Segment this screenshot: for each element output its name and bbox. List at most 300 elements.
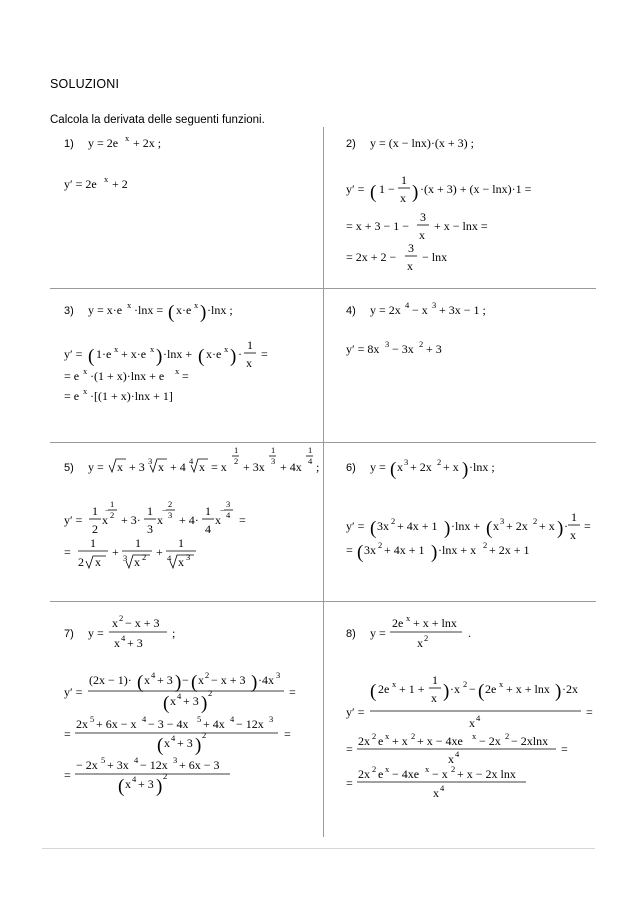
svg-text:·lnx =: ·lnx = bbox=[134, 303, 164, 317]
svg-text:y′ =: y′ = bbox=[346, 519, 365, 533]
svg-text:): ) bbox=[230, 346, 237, 367]
svg-text:5: 5 bbox=[101, 755, 106, 765]
svg-text:+ x − lnx =: + x − lnx = bbox=[434, 219, 488, 233]
svg-text:x: x bbox=[448, 752, 454, 766]
svg-text:+ 3·: + 3· bbox=[121, 513, 141, 527]
svg-text:): ) bbox=[462, 459, 469, 480]
exercise-number: 7) bbox=[64, 628, 74, 640]
svg-text:3: 3 bbox=[148, 456, 153, 466]
svg-text:x: x bbox=[178, 555, 184, 569]
svg-text:y = (x − lnx)·(x + 3) ;: y = (x − lnx)·(x + 3) ; bbox=[370, 136, 474, 150]
svg-text:2: 2 bbox=[208, 688, 213, 698]
svg-text:+ x − 2x lnx: + x − 2x lnx bbox=[457, 767, 516, 781]
svg-text:x: x bbox=[144, 673, 150, 687]
svg-text:4: 4 bbox=[177, 691, 182, 701]
svg-text:2: 2 bbox=[505, 731, 510, 741]
svg-text:x: x bbox=[117, 460, 123, 474]
instruction-text: Calcola la derivata delle seguenti funzioni. bbox=[50, 114, 265, 126]
svg-text:1: 1 bbox=[401, 173, 407, 187]
svg-text:3: 3 bbox=[226, 499, 231, 509]
svg-text:= e: = e bbox=[64, 389, 80, 403]
svg-text:x: x bbox=[175, 366, 180, 376]
svg-text:− 2x: − 2x bbox=[479, 734, 501, 748]
svg-text:1: 1 bbox=[178, 536, 184, 550]
svg-text:3: 3 bbox=[168, 510, 173, 520]
svg-text:x: x bbox=[194, 300, 199, 310]
svg-text:3: 3 bbox=[408, 241, 414, 255]
svg-text:+ 3: + 3 bbox=[157, 673, 173, 687]
exercise-number: 2) bbox=[346, 138, 356, 150]
svg-text:2: 2 bbox=[451, 764, 456, 774]
svg-text:2: 2 bbox=[372, 731, 377, 741]
svg-text:·lnx +: ·lnx + bbox=[163, 347, 193, 361]
svg-text:x: x bbox=[157, 513, 163, 527]
svg-text:·lnx +: ·lnx + bbox=[451, 519, 481, 533]
svg-text:x: x bbox=[400, 191, 406, 205]
svg-text:−: − bbox=[220, 505, 225, 515]
svg-text:4: 4 bbox=[121, 633, 126, 643]
svg-text:x: x bbox=[104, 174, 109, 184]
svg-text:+ x + lnx: + x + lnx bbox=[506, 682, 550, 696]
svg-text:x: x bbox=[425, 764, 430, 774]
svg-text:3: 3 bbox=[500, 516, 505, 526]
svg-text:− x + 3: − x + 3 bbox=[125, 616, 160, 630]
svg-text:(: ( bbox=[137, 672, 144, 693]
svg-text:x: x bbox=[83, 386, 88, 396]
exercise-7 bbox=[64, 605, 322, 800]
svg-text:x: x bbox=[127, 300, 132, 310]
svg-text:5: 5 bbox=[197, 714, 202, 724]
exercise-derivative bbox=[64, 386, 173, 403]
svg-text:− 2xlnx: − 2xlnx bbox=[511, 734, 549, 748]
svg-text:2: 2 bbox=[119, 613, 124, 623]
svg-text:=: = bbox=[346, 742, 353, 756]
exercise-6 bbox=[346, 444, 596, 564]
svg-text:+ 4x: + 4x bbox=[280, 460, 302, 474]
svg-text:4: 4 bbox=[230, 714, 235, 724]
svg-text:(: ( bbox=[370, 182, 377, 203]
svg-text:+ 1 +: + 1 + bbox=[399, 682, 425, 696]
exercise-number: 1) bbox=[64, 138, 74, 150]
exercise-derivative bbox=[346, 241, 447, 273]
exercise-1 bbox=[64, 130, 314, 200]
svg-text:3: 3 bbox=[276, 670, 281, 680]
svg-text:(: ( bbox=[118, 776, 125, 797]
svg-text:1 −: 1 − bbox=[379, 182, 395, 196]
svg-text:3: 3 bbox=[123, 553, 128, 563]
svg-text:=: = bbox=[586, 705, 593, 719]
svg-text:x: x bbox=[112, 616, 118, 630]
svg-text:2: 2 bbox=[378, 540, 383, 550]
svg-text:+ 6x − 3: + 6x − 3 bbox=[179, 758, 220, 772]
exercise-derivative bbox=[346, 510, 591, 542]
svg-text:4: 4 bbox=[226, 510, 231, 520]
svg-text:x: x bbox=[114, 344, 119, 354]
svg-text:x: x bbox=[406, 613, 411, 623]
svg-text:4: 4 bbox=[476, 713, 481, 723]
svg-text:2: 2 bbox=[234, 456, 239, 466]
svg-text:+ x + lnx: + x + lnx bbox=[413, 616, 457, 630]
svg-text:3: 3 bbox=[147, 522, 153, 536]
svg-text:x: x bbox=[215, 513, 221, 527]
svg-text:4: 4 bbox=[151, 670, 156, 680]
svg-text:·: · bbox=[238, 347, 242, 361]
svg-text:4: 4 bbox=[205, 522, 211, 536]
svg-text:3x: 3x bbox=[377, 519, 389, 533]
svg-text:2x: 2x bbox=[76, 717, 88, 731]
svg-text:= x + 3 − 1 −: = x + 3 − 1 − bbox=[346, 219, 410, 233]
exercise-derivative bbox=[346, 764, 526, 800]
svg-text:(: ( bbox=[168, 302, 175, 323]
svg-text:y′ =: y′ = bbox=[64, 347, 83, 361]
svg-text:x: x bbox=[493, 519, 499, 533]
svg-text:e: e bbox=[378, 767, 384, 781]
svg-text:x·e: x·e bbox=[176, 303, 192, 317]
svg-text:=: = bbox=[284, 727, 291, 741]
svg-text:2: 2 bbox=[110, 510, 115, 520]
svg-text:x: x bbox=[433, 786, 439, 800]
svg-text:): ) bbox=[444, 518, 451, 539]
svg-text:x: x bbox=[385, 764, 390, 774]
svg-text:1: 1 bbox=[92, 504, 98, 518]
svg-text:2: 2 bbox=[142, 552, 147, 562]
svg-text:(: ( bbox=[390, 459, 397, 480]
svg-text:− 12x: − 12x bbox=[140, 758, 168, 772]
svg-text:2: 2 bbox=[168, 499, 173, 509]
page-title: SOLUZIONI bbox=[50, 77, 120, 91]
svg-text:1·e: 1·e bbox=[96, 347, 112, 361]
svg-text:x: x bbox=[224, 344, 229, 354]
svg-text:+ 3: + 3 bbox=[129, 460, 145, 474]
svg-text:− 4xe: − 4xe bbox=[392, 767, 420, 781]
svg-text:+: + bbox=[156, 545, 163, 559]
svg-text:·2x: ·2x bbox=[562, 682, 578, 696]
svg-text:+ 2x: + 2x bbox=[506, 519, 528, 533]
svg-text:x: x bbox=[392, 679, 397, 689]
exercise-derivative bbox=[346, 731, 568, 766]
svg-text:= x: = x bbox=[211, 460, 227, 474]
exercise-number: 3) bbox=[64, 305, 74, 317]
svg-text:1: 1 bbox=[147, 504, 153, 518]
svg-text:5: 5 bbox=[90, 714, 95, 724]
svg-text:): ) bbox=[201, 693, 208, 714]
svg-text:y = 2x: y = 2x bbox=[370, 303, 401, 317]
svg-text:+ 2x ;: + 2x ; bbox=[133, 136, 162, 150]
svg-text:+ 2x + 1: + 2x + 1 bbox=[489, 543, 530, 557]
svg-text:y =: y = bbox=[370, 460, 386, 474]
svg-text:−: − bbox=[469, 682, 476, 696]
svg-text:= 2x + 2 −: = 2x + 2 − bbox=[346, 250, 397, 264]
svg-text:): ) bbox=[557, 518, 564, 539]
svg-text:x: x bbox=[472, 731, 477, 741]
svg-text:y =: y = bbox=[88, 460, 104, 474]
svg-text:;: ; bbox=[172, 626, 176, 640]
svg-text:(: ( bbox=[191, 672, 198, 693]
svg-text:2: 2 bbox=[372, 764, 377, 774]
svg-text:+ 3: + 3 bbox=[127, 636, 143, 650]
svg-text:2: 2 bbox=[205, 670, 210, 680]
svg-text:·[(1 + x)·lnx + 1]: ·[(1 + x)·lnx + 1] bbox=[90, 389, 173, 403]
svg-text:y =: y = bbox=[370, 626, 386, 640]
svg-text:): ) bbox=[175, 672, 182, 693]
svg-text:y′ =: y′ = bbox=[346, 182, 365, 196]
svg-text:2: 2 bbox=[78, 555, 84, 569]
svg-text:(: ( bbox=[370, 681, 377, 702]
svg-text:·(x + 3) + (x − lnx)·1 =: ·(x + 3) + (x − lnx)·1 = bbox=[420, 182, 532, 196]
svg-text:=: = bbox=[64, 768, 71, 782]
svg-text:x: x bbox=[419, 228, 425, 242]
svg-text:x: x bbox=[246, 356, 252, 370]
svg-text:4: 4 bbox=[189, 456, 194, 466]
svg-text:(: ( bbox=[486, 518, 493, 539]
svg-text:x: x bbox=[417, 636, 423, 650]
svg-text:3: 3 bbox=[420, 210, 426, 224]
svg-text:+ x·e: + x·e bbox=[121, 347, 147, 361]
svg-text:3x: 3x bbox=[364, 543, 376, 557]
svg-text:+ 6x − x: + 6x − x bbox=[96, 717, 137, 731]
svg-text:− lnx: − lnx bbox=[422, 250, 448, 264]
svg-text:y′ = 8x: y′ = 8x bbox=[346, 342, 380, 356]
svg-text:): ) bbox=[251, 672, 258, 693]
svg-text:(: ( bbox=[357, 542, 364, 563]
svg-text:=: = bbox=[239, 513, 246, 527]
svg-text:=: = bbox=[561, 742, 568, 756]
svg-text:2: 2 bbox=[411, 731, 416, 741]
svg-text:1: 1 bbox=[234, 445, 239, 455]
svg-text:=: = bbox=[64, 545, 71, 559]
svg-text:=: = bbox=[346, 776, 353, 790]
svg-text:1: 1 bbox=[90, 536, 96, 550]
svg-text:1: 1 bbox=[205, 504, 211, 518]
svg-text:(: ( bbox=[163, 693, 170, 714]
exercise-derivative bbox=[346, 210, 488, 242]
svg-text:): ) bbox=[195, 735, 202, 756]
svg-text:− 3x: − 3x bbox=[392, 342, 414, 356]
svg-text:1: 1 bbox=[571, 510, 577, 524]
svg-text:·x: ·x bbox=[450, 682, 460, 696]
svg-text:1: 1 bbox=[308, 445, 313, 455]
svg-text:3: 3 bbox=[271, 456, 276, 466]
footer-rule bbox=[42, 848, 595, 849]
svg-text:y′ =: y′ = bbox=[64, 685, 83, 699]
svg-text:2: 2 bbox=[92, 522, 98, 536]
svg-text:): ) bbox=[200, 302, 207, 323]
column-divider bbox=[323, 127, 324, 837]
svg-text:−: − bbox=[162, 505, 167, 515]
svg-text:+ 4x: + 4x bbox=[203, 717, 225, 731]
svg-text:1: 1 bbox=[271, 445, 276, 455]
svg-text:=: = bbox=[261, 347, 268, 361]
svg-text:4: 4 bbox=[167, 553, 172, 563]
svg-text:=: = bbox=[346, 543, 353, 557]
svg-text:.: . bbox=[468, 626, 471, 640]
svg-text:): ) bbox=[431, 542, 438, 563]
svg-text:1: 1 bbox=[110, 499, 115, 509]
svg-text:x: x bbox=[95, 555, 101, 569]
svg-text:+ 2x: + 2x bbox=[410, 460, 432, 474]
svg-text:4: 4 bbox=[134, 755, 139, 765]
svg-text:(: ( bbox=[478, 681, 485, 702]
svg-text:y′ = 2e: y′ = 2e bbox=[64, 177, 97, 191]
svg-text:+ 3x: + 3x bbox=[243, 460, 265, 474]
exercise-derivative bbox=[64, 755, 230, 797]
svg-text:1: 1 bbox=[135, 536, 141, 550]
svg-text:x·e: x·e bbox=[206, 347, 222, 361]
svg-text:+ x: + x bbox=[392, 734, 408, 748]
svg-text:1: 1 bbox=[247, 338, 253, 352]
svg-text:2x: 2x bbox=[358, 734, 370, 748]
svg-text:+ x: + x bbox=[443, 460, 459, 474]
svg-text:): ) bbox=[156, 346, 163, 367]
svg-text:3: 3 bbox=[404, 457, 409, 467]
svg-text:3: 3 bbox=[269, 714, 274, 724]
exercise-derivative bbox=[346, 173, 532, 205]
svg-text:4: 4 bbox=[455, 749, 460, 759]
svg-text:y = 2e: y = 2e bbox=[88, 136, 119, 150]
svg-text:x: x bbox=[469, 716, 475, 730]
svg-text:+ 3: + 3 bbox=[138, 777, 154, 791]
svg-text:;: ; bbox=[316, 460, 320, 474]
svg-text:2x: 2x bbox=[358, 767, 370, 781]
svg-text:− x: − x bbox=[432, 767, 448, 781]
svg-text:x: x bbox=[102, 513, 108, 527]
row-divider bbox=[50, 288, 596, 289]
svg-text:+ 3: + 3 bbox=[177, 736, 193, 750]
svg-text:x: x bbox=[499, 679, 504, 689]
svg-text:−: − bbox=[105, 505, 110, 515]
svg-text:4: 4 bbox=[132, 774, 137, 784]
svg-text:): ) bbox=[156, 776, 163, 797]
exercise-derivative bbox=[64, 366, 189, 383]
svg-text:x: x bbox=[570, 528, 576, 542]
svg-text:3: 3 bbox=[432, 300, 437, 310]
exercise-number: 5) bbox=[64, 462, 74, 474]
svg-text:+: + bbox=[112, 545, 119, 559]
exercise-number: 6) bbox=[346, 462, 356, 474]
svg-text:−: − bbox=[182, 673, 189, 687]
svg-text:=: = bbox=[289, 685, 296, 699]
svg-text:4: 4 bbox=[308, 456, 313, 466]
svg-text:3: 3 bbox=[385, 339, 390, 349]
exercise-derivative bbox=[64, 670, 296, 714]
svg-text:x: x bbox=[199, 460, 205, 474]
svg-text:·lnx + x: ·lnx + x bbox=[438, 543, 477, 557]
svg-text:2: 2 bbox=[483, 540, 488, 550]
svg-text:+ 3: + 3 bbox=[183, 694, 199, 708]
svg-text:+ 4: + 4 bbox=[170, 460, 186, 474]
svg-text:+ 4x + 1: + 4x + 1 bbox=[384, 543, 425, 557]
svg-text:y′ =: y′ = bbox=[346, 705, 365, 719]
svg-text:x: x bbox=[397, 460, 403, 474]
exercise-derivative bbox=[64, 536, 196, 569]
svg-text:4: 4 bbox=[440, 783, 445, 793]
svg-text:2: 2 bbox=[391, 516, 396, 526]
exercise-8 bbox=[346, 605, 596, 805]
svg-text:2e: 2e bbox=[485, 682, 497, 696]
exercise-derivative bbox=[346, 673, 593, 730]
svg-text:x: x bbox=[198, 673, 204, 687]
svg-text:): ) bbox=[443, 681, 450, 702]
svg-text:= e: = e bbox=[64, 369, 80, 383]
svg-text:+ 3: + 3 bbox=[426, 342, 442, 356]
exercise-derivative bbox=[64, 174, 128, 191]
svg-text:(2x − 1)·: (2x − 1)· bbox=[89, 673, 132, 687]
exercise-derivative bbox=[346, 339, 442, 356]
svg-text:2: 2 bbox=[163, 771, 168, 781]
svg-text:x: x bbox=[150, 344, 155, 354]
svg-text:4: 4 bbox=[142, 714, 147, 724]
svg-text:− 2x: − 2x bbox=[76, 758, 98, 772]
svg-text:): ) bbox=[555, 681, 562, 702]
svg-text:+ x − 4xe: + x − 4xe bbox=[417, 734, 463, 748]
svg-text:x: x bbox=[407, 259, 413, 273]
svg-text:=: = bbox=[64, 727, 71, 741]
svg-text:x: x bbox=[83, 366, 88, 376]
svg-text:1: 1 bbox=[432, 673, 438, 687]
row-divider bbox=[50, 442, 596, 443]
svg-text:+ 3x − 1 ;: + 3x − 1 ; bbox=[439, 303, 486, 317]
svg-text:·lnx ;: ·lnx ; bbox=[207, 303, 233, 317]
svg-text:x: x bbox=[385, 731, 390, 741]
svg-text:·: · bbox=[564, 519, 568, 533]
svg-text:2e: 2e bbox=[378, 682, 390, 696]
exercise-derivative bbox=[346, 540, 530, 563]
svg-text:x: x bbox=[170, 694, 176, 708]
svg-text:2: 2 bbox=[437, 457, 442, 467]
svg-text:·(1 + x)·lnx + e: ·(1 + x)·lnx + e bbox=[90, 369, 165, 383]
svg-text:− x + 3: − x + 3 bbox=[211, 673, 246, 687]
svg-text:− 12x: − 12x bbox=[236, 717, 264, 731]
svg-text:y = x·e: y = x·e bbox=[88, 303, 123, 317]
svg-text:(: ( bbox=[157, 735, 164, 756]
svg-text:2e: 2e bbox=[392, 616, 404, 630]
svg-text:+ 3x: + 3x bbox=[107, 758, 129, 772]
exercise-derivative bbox=[64, 714, 291, 756]
svg-text:2: 2 bbox=[424, 633, 429, 643]
svg-text:x: x bbox=[125, 777, 131, 791]
svg-text:=: = bbox=[584, 519, 591, 533]
svg-text:): ) bbox=[412, 182, 419, 203]
svg-text:(: ( bbox=[88, 346, 95, 367]
exercise-derivative bbox=[64, 338, 268, 370]
exercise-derivative bbox=[64, 499, 246, 536]
svg-text:+ 2: + 2 bbox=[112, 177, 128, 191]
svg-text:− x: − x bbox=[412, 303, 428, 317]
exercise-number: 4) bbox=[346, 305, 356, 317]
exercise-4 bbox=[346, 292, 596, 362]
svg-text:2: 2 bbox=[419, 339, 424, 349]
svg-text:3: 3 bbox=[186, 552, 191, 562]
svg-text:·4x: ·4x bbox=[258, 673, 274, 687]
exercise-3 bbox=[64, 292, 322, 422]
svg-text:x: x bbox=[431, 691, 437, 705]
svg-text:4: 4 bbox=[405, 300, 410, 310]
svg-text:+ 4x + 1: + 4x + 1 bbox=[397, 519, 438, 533]
exercise-number: 8) bbox=[346, 628, 356, 640]
svg-text:x: x bbox=[164, 736, 170, 750]
svg-text:=: = bbox=[182, 369, 189, 383]
svg-text:4: 4 bbox=[171, 733, 176, 743]
exercise-2 bbox=[346, 130, 596, 280]
exercise-5 bbox=[64, 444, 322, 594]
svg-text:e: e bbox=[378, 734, 384, 748]
svg-text:x: x bbox=[125, 133, 130, 143]
svg-text:+ 4·: + 4· bbox=[179, 513, 199, 527]
svg-text:3: 3 bbox=[173, 755, 178, 765]
svg-text:x: x bbox=[158, 460, 164, 474]
svg-text:y′ =: y′ = bbox=[64, 513, 83, 527]
svg-text:2: 2 bbox=[533, 516, 538, 526]
